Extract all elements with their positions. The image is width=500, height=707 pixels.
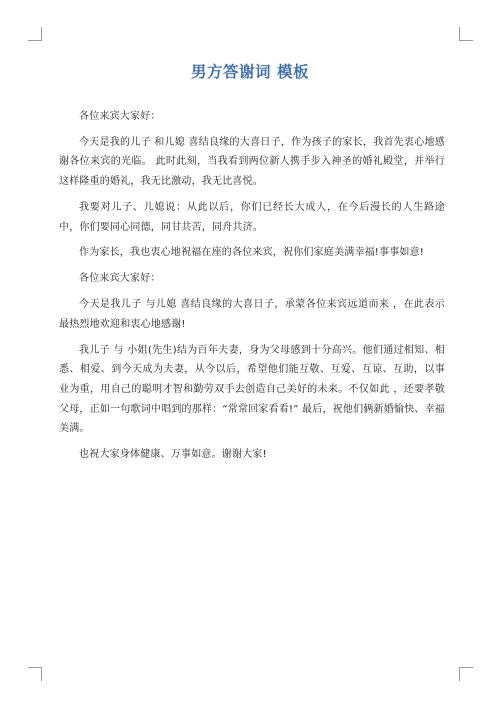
- page-corner-mark-top-left: [28, 27, 42, 41]
- document-title: 男方答谢词 模板: [191, 63, 309, 81]
- page-corner-mark-bottom-left: [28, 667, 42, 681]
- document-body: [59, 107, 445, 471]
- paragraph-advice: 我要对儿子、儿媳说：从此以后，你们已经长大成人，在今后漫长的人生路途中，你们要同心同德，同甘共苦，同舟共济。: [59, 201, 445, 233]
- paragraph-blessing-1: 作为家长，我也衷心地祝福在座的各位来宾，祝你们家庭美满幸福!事事如意!: [79, 247, 425, 259]
- page-corner-mark-top-right: [459, 27, 473, 41]
- page-corner-mark-bottom-right: [459, 667, 473, 681]
- paragraph-closing: 也祝大家身体健康、万事如意。谢谢大家!: [79, 448, 267, 460]
- paragraph-thanks-1: 今天是我的儿子 和儿媳 喜结良缘的大喜日子，作为孩子的家长，我首先衷心地感谢各位来宾的光临。 此时此刻，当我看到两位新人携手步入神圣的婚礼殿堂，并举行这样隆重的婚礼，我无比激动，我无比喜悦。: [59, 136, 445, 188]
- paragraph-wishes: 我儿子 与 小姐(先生)结为百年夫妻，身为父母感到十分高兴。他们通过相知、相悉、相爱、到今天成为夫妻，从今以后，希望他们能互敬、互爱、互谅、互助，以事业为重，用自己的聪明才智和勤劳双手去创造自己美好的未来。不仅如此 ，还要孝敬父母，正如一句歌词中唱到的那样：“常常回家看看!” 最后，祝他们俩新婚愉快、幸福美满。: [59, 344, 445, 435]
- paragraph-greeting-1: 各位来宾大家好：: [79, 111, 161, 122]
- paragraph-greeting-2: 各位来宾大家好：: [79, 273, 161, 285]
- paragraph-thanks-2: 今天是我儿子 与儿媳 喜结良缘的大喜日子，承蒙各位来宾远道而来 ，在此表示最热烈地欢迎和衷心地感谢!: [59, 299, 445, 330]
